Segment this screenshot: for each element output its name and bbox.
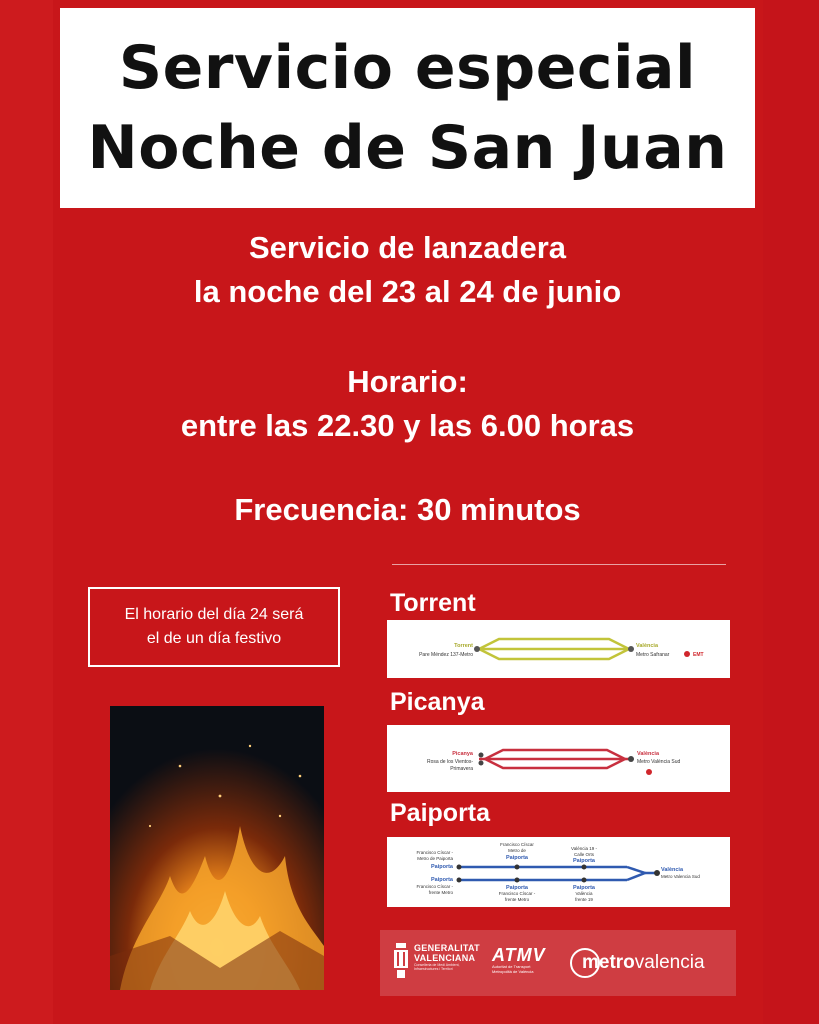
divider (392, 564, 726, 565)
paiporta-tm-sub: Francisco Císcar (500, 842, 534, 847)
atmv-name: ATMV (492, 945, 546, 965)
schedule-info (60, 360, 755, 448)
route-diagram-torrent (387, 620, 730, 678)
atmv-sub-2: Metropolità de València (492, 969, 534, 974)
torrent-right-sub: Metro Safranar (636, 652, 670, 658)
frequency-text: Frecuencia: 30 minutos (234, 492, 581, 527)
paiporta-right-stop: València (661, 867, 684, 873)
paiporta-tl-sub2: Metro de Paiporta (417, 856, 453, 861)
service-info (60, 226, 755, 314)
generalitat-sub-1: Conselleria de Medi Ambient, (414, 963, 460, 967)
frequency-info (60, 488, 755, 532)
route-diagram-paiporta (387, 837, 730, 907)
title-line-1: Servicio especial (118, 33, 697, 103)
route-name-torrent: Torrent (390, 589, 476, 617)
torrent-left-sub: Pare Méndez 137-Metro (419, 652, 473, 658)
paiporta-tm2-sub2: Calle Orts (573, 852, 595, 857)
generalitat-emblem-icon (394, 943, 408, 979)
paiporta-right-sub: Metro Valencia Sud (661, 874, 700, 879)
route-name-paiporta: Paiporta (390, 799, 491, 827)
picanya-right-stop: València (637, 751, 660, 757)
paiporta-bm-sub: Francisco Císcar - (498, 891, 536, 896)
generalitat-sub-2: Infraestructures i Territori (414, 967, 453, 971)
paiporta-tm-sub2: Metro de (508, 848, 526, 853)
service-line-1: Servicio de lanzadera (248, 230, 567, 265)
paiporta-tl-stop: Paiporta (430, 864, 453, 870)
generalitat-name-2: VALENCIANA (414, 953, 476, 963)
bonfire-image (110, 706, 324, 990)
atmv-sub-1: Autoritat de Transport (492, 964, 531, 969)
background-left (0, 0, 53, 1024)
paiporta-tm-stop: Paiporta (505, 855, 529, 861)
picanya-left-stop: Picanya (452, 751, 473, 757)
schedule-hours: entre las 22.30 y las 6.00 horas (180, 408, 635, 443)
paiporta-bl-sub2: frente Metro (428, 890, 453, 895)
torrent-right-stop: València (636, 643, 659, 649)
paiporta-tm2-stop: Paiporta (572, 858, 596, 864)
paiporta-bm-sub2: frente Metro (504, 897, 530, 902)
paiporta-bl-sub: Francisco Císcar - (416, 884, 453, 889)
picanya-left-sub: Rosa de los Vientos- (426, 759, 473, 765)
torrent-emt-badge: EMT (693, 652, 704, 658)
paiporta-bl-stop: Paiporta (430, 877, 453, 883)
background-right (763, 0, 819, 1024)
generalitat-logo (394, 943, 480, 979)
paiporta-bm-stop: Paiporta (505, 885, 529, 891)
generalitat-name-1: GENERALITAT (414, 943, 480, 953)
paiporta-tm2-sub: València 19 - (571, 846, 597, 851)
title-line-2: Noche de San Juan (87, 113, 728, 183)
atmv-logo (492, 946, 546, 974)
paiporta-bm2-sub2: frente 19 (575, 897, 593, 902)
title-box (60, 8, 755, 208)
torrent-left-stop: Torrent (454, 643, 473, 649)
schedule-label: Horario: (347, 364, 468, 399)
paiporta-tl-sub: Francisco Císcar - (416, 850, 453, 855)
service-line-2: la noche del 23 al 24 de junio (193, 274, 622, 309)
route-name-picanya: Picanya (390, 688, 485, 716)
picanya-left-sub2: Primavera (450, 766, 473, 772)
metro-rest: valencia (634, 952, 705, 973)
holiday-note-box (88, 587, 340, 667)
route-diagram-picanya (387, 725, 730, 792)
picanya-right-sub: Metro València Sud (637, 759, 681, 765)
metro-bold: metro (582, 952, 635, 973)
paiporta-bm2-stop: Paiporta (572, 885, 596, 891)
logo-bar (380, 930, 736, 996)
metrovalencia-logo (570, 948, 705, 978)
note-line-2: el de un día festivo (146, 630, 282, 647)
bonfire-photo (110, 706, 324, 990)
paiporta-bm2-sub: València (575, 891, 593, 896)
note-line-1: El horario del día 24 será (124, 606, 304, 623)
